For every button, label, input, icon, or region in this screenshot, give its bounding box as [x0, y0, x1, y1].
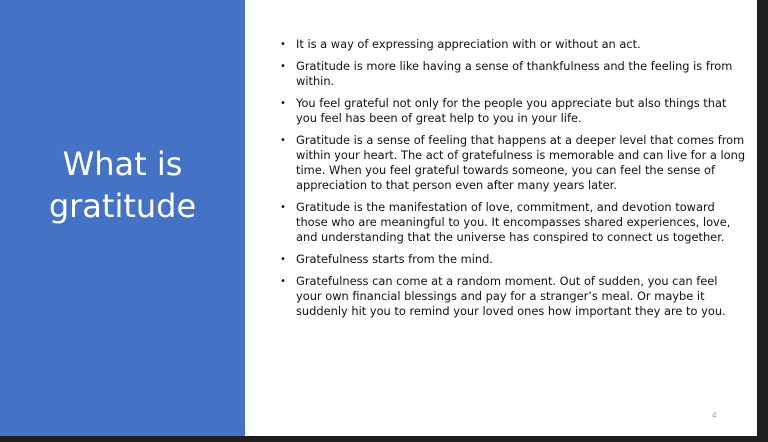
bullet-icon: •: [280, 202, 286, 213]
bullet-item: [276, 133, 746, 193]
slide-title: [20, 143, 225, 227]
bullet-icon: •: [280, 276, 286, 287]
bullet-text: You feel grateful not only for the people you appreciate but also things that you feel has been of great help to you in your life.: [296, 96, 727, 125]
window-border-bottom: [0, 436, 768, 442]
bullet-text: Gratefulness starts from the mind.: [296, 252, 493, 266]
bullet-item: [276, 252, 746, 267]
title-panel: [0, 0, 245, 442]
bullet-item: [276, 274, 746, 319]
bullet-text: Gratitude is the manifestation of love, commitment, and devotion toward those who are meaningful to you. It encompasses shared experiences, love, and understanding that the universe has conspired to connect us together.: [296, 200, 731, 244]
window-border-right: [757, 0, 768, 442]
slide-title-line-1: What is: [62, 145, 183, 183]
bullet-item: [276, 200, 746, 245]
bullet-list: [276, 37, 746, 326]
page-number: 4: [712, 411, 717, 420]
bullet-text: Gratitude is more like having a sense of thankfulness and the feeling is from within.: [296, 59, 733, 88]
bullet-item: [276, 37, 746, 52]
bullet-item: [276, 59, 746, 89]
bullet-icon: •: [280, 254, 286, 265]
bullet-text: Gratitude is a sense of feeling that happens at a deeper level that comes from within your heart. The act of gratefulness is memorable and can live for a long time. When you feel grateful towards someone, you can feel the sense of appreciation to that person even after many years later.: [296, 133, 746, 192]
bullet-icon: •: [280, 98, 286, 109]
bullet-text: Gratefulness can come at a random moment. Out of sudden, you can feel your own financial blessings and pay for a stranger’s meal. Or maybe it suddenly hit you to remind your loved ones how important they are to you.: [296, 274, 726, 318]
bullet-icon: •: [280, 135, 286, 146]
slide-title-line-2: gratitude: [48, 187, 197, 225]
bullet-item: [276, 96, 746, 126]
bullet-text: It is a way of expressing appreciation with or without an act.: [296, 37, 641, 51]
bullet-icon: •: [280, 39, 286, 50]
bullet-icon: •: [280, 61, 286, 72]
